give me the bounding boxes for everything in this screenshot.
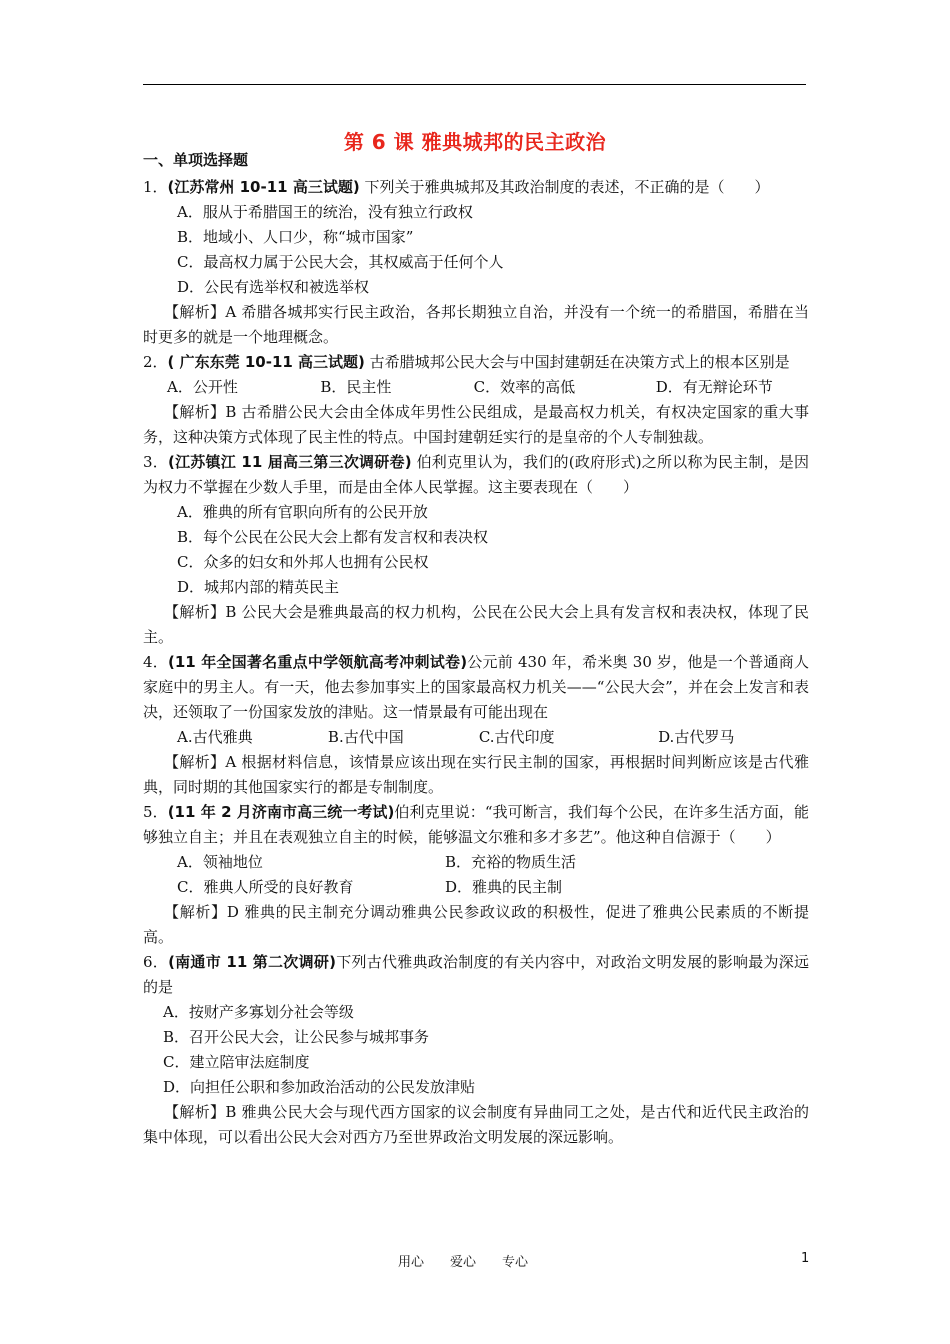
footer-motto: [398, 1251, 554, 1270]
question-3: [143, 450, 809, 650]
option-a: A．按财产多寡划分社会等级: [163, 1003, 354, 1021]
option-d: D．公民有选举权和被选举权: [177, 278, 370, 296]
option-row: [143, 725, 809, 750]
analysis: 【解析】B 古希腊公民大会由全体成年男性公民组成，是最高权力机关，有权决定国家的重大事务，这种决策方式体现了民主性的特点。中国封建朝廷实行的是皇帝的个人专制独裁。: [143, 403, 809, 446]
motto-word: 用心: [398, 1255, 425, 1270]
option-a: A．雅典的所有官职向所有的公民开放: [177, 503, 428, 521]
question-source: (南通市 11 第二次调研): [168, 953, 336, 971]
option-b: B．民主性: [320, 378, 392, 396]
option-row: [143, 850, 809, 875]
section-heading: 一、单项选择题: [143, 151, 249, 169]
question-source: (11 年全国著名重点中学领航高考冲刺试卷): [168, 653, 468, 671]
question-6: [143, 950, 809, 1150]
question-source: (11 年 2 月济南市高三统一考试): [167, 803, 395, 821]
analysis: 【解析】A 希腊各城邦实行民主政治，各邦长期独立自治，并没有一个统一的希腊国，希腊在当时更多的就是一个地理概念。: [143, 303, 809, 346]
page-number: 1: [801, 1251, 810, 1266]
option-a: A.古代雅典: [177, 728, 253, 746]
question-stem: [143, 350, 809, 375]
question-stem: [143, 650, 809, 725]
question-text: 下列关于雅典城邦及其政治制度的表述，不正确的是（ ）: [359, 178, 770, 196]
option-a: A．服从于希腊国王的统治，没有独立行政权: [177, 203, 473, 221]
option-a: A．领袖地位: [177, 853, 263, 871]
page-title: 第 6 课 雅典城邦的民主政治: [343, 130, 607, 154]
motto-word: 专心: [502, 1255, 529, 1270]
option-c: C．众多的妇女和外邦人也拥有公民权: [177, 553, 429, 571]
option-c: C．效率的高低: [473, 378, 576, 396]
question-stem: [143, 175, 809, 200]
question-text: 公元前 430 年，希米奥 30 岁，他是一个普通商人家庭中的男主人。有一天，他去参加事实上的国家最高权力机关——“公民大会”，并在会上发言和表决，还领取了一份国家发放的津贴。这一情景最有可能出现在: [143, 653, 809, 721]
question-number: 6．: [143, 953, 169, 971]
option-d: D．城邦内部的精英民主: [177, 578, 340, 596]
question-number: 4．: [143, 653, 169, 671]
question-source: (江苏常州 10-11 高三试题): [167, 178, 360, 196]
question-number: 2．: [143, 353, 168, 371]
header-rule: [143, 84, 806, 85]
option-d: D.古代罗马: [658, 728, 735, 746]
question-number: 3．: [143, 453, 168, 471]
question-5: [143, 800, 809, 950]
analysis: 【解析】D 雅典的民主制充分调动雅典公民参政议政的积极性，促进了雅典公民素质的不断提高。: [143, 903, 809, 946]
option-b: B．每个公民在公民大会上都有发言权和表决权: [177, 528, 489, 546]
question-source: (江苏镇江 11 届高三第三次调研卷): [168, 453, 412, 471]
option-c: C．最高权力属于公民大会，其权威高于任何个人: [177, 253, 504, 271]
question-stem: [143, 950, 809, 1000]
option-b: B．地域小、人口少，称“城市国家”: [177, 228, 414, 246]
question-source: ( 广东东莞 10-11 高三试题): [167, 353, 365, 371]
question-1: [143, 175, 809, 350]
question-text: 古希腊城邦公民大会与中国封建朝廷在决策方式上的根本区别是: [364, 353, 790, 371]
question-text: 伯利克里认为，我们的(政府形式)之所以称为民主制，是因为权力不掌握在少数人手里，而是由全体人民掌握。这主要表现在（ ）: [143, 453, 810, 496]
option-row: [143, 875, 809, 900]
option-d: D．向担任公职和参加政治活动的公民发放津贴: [163, 1078, 476, 1096]
option-b: B．召开公民大会，让公民参与城邦事务: [163, 1028, 430, 1046]
question-text: 下列古代雅典政治制度的有关内容中，对政治文明发展的影响最为深远的是: [143, 953, 809, 996]
analysis: 【解析】A 根据材料信息，该情景应该出现在实行民主制的国家，再根据时间判断应该是古代雅典，同时期的其他国家实行的都是专制制度。: [143, 753, 809, 796]
question-4: [143, 650, 809, 800]
question-number: 5．: [143, 803, 168, 821]
question-stem: [143, 450, 809, 500]
question-text: 伯利克里说：“我可断言，我们每个公民，在许多生活方面，能够独立自主；并且在表观独立自主的时候，能够温文尔雅和多才多艺”。他这种自信源于（ ）: [143, 803, 809, 846]
option-a: A．公开性: [167, 378, 238, 396]
option-d: D．有无辩论环节: [655, 378, 773, 396]
motto-word: 爱心: [450, 1255, 477, 1270]
option-d: D．雅典的民主制: [445, 878, 563, 896]
option-b: B．充裕的物质生活: [445, 853, 577, 871]
option-b: B.古代中国: [327, 728, 404, 746]
document-body: [143, 148, 809, 1150]
option-c: C．建立陪审法庭制度: [163, 1053, 310, 1071]
analysis: 【解析】B 公民大会是雅典最高的权力机构，公民在公民大会上具有发言权和表决权，体现了民主。: [143, 603, 809, 646]
option-row: [143, 375, 809, 400]
question-2: [143, 350, 809, 450]
question-number: 1．: [143, 178, 168, 196]
question-stem: [143, 800, 809, 850]
analysis: 【解析】B 雅典公民大会与现代西方国家的议会制度有异曲同工之处，是古代和近代民主政治的集中体现，可以看出公民大会对西方乃至世界政治文明发展的深远影响。: [143, 1103, 809, 1146]
option-c: C．雅典人所受的良好教育: [177, 878, 354, 896]
option-c: C.古代印度: [478, 728, 555, 746]
